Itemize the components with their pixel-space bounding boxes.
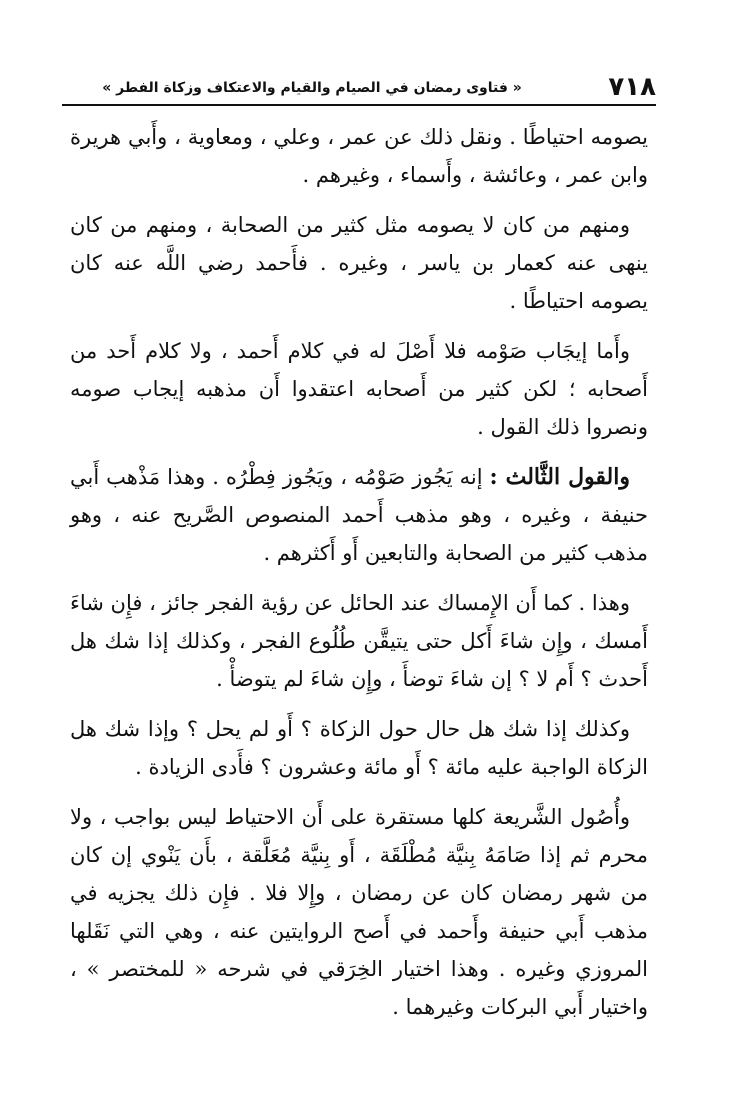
page-number: ٧١٨: [608, 72, 656, 102]
paragraph-text: إنه يَجُوز صَوْمُه ، ويَجُوز فِطْرُه . وهذا مَذْهب أَبي حنيفة ، وغيره ، وهو مذهب أَحمد المنصوص الصَّريح عنه ، وهو مذهب كثير من الصحابة والتابعين أَو أَكثرهم .: [70, 465, 648, 565]
header-divider: [62, 104, 656, 106]
paragraph: [70, 458, 648, 572]
paragraph: [70, 118, 648, 194]
running-title: « فتاوى رمضان في الصيام والقيام والاعتكاف وزكاة الفطر »: [102, 80, 522, 96]
body-text: [70, 118, 648, 1038]
paragraph: [70, 332, 648, 446]
paragraph-text: وكذلك إذا شك هل حال حول الزكاة ؟ أَو لم يحل ؟ وإذا شك هل الزكاة الواجبة عليه مائة ؟ أَو مائة وعشرون ؟ فأَدى الزيادة .: [70, 717, 648, 779]
paragraph-text: وهذا . كما أَن الإِمساك عند الحائل عن رؤية الفجر جائز ، فإِن شاءَ أَمسك ، وإِن شاءَ أَكل حتى يتيقَّن طُلُوع الفجر ، وكذلك إذا شك هل أَحدث ؟ أَم لا ؟ إن شاءَ توضأَ ، وإِن شاءَ لم يتوضأْ .: [70, 591, 648, 691]
page-header: [62, 72, 656, 106]
paragraph: [70, 710, 648, 786]
paragraph-text: وأَما إيجَاب صَوْمه فلا أَصْلَ له في كلام أَحمد ، ولا كلام أَحد من أَصحابه ؛ لكن كثير من أَصحابه اعتقدوا أَن مذهبه إيجاب صومه ونصروا ذلك القول .: [70, 339, 648, 439]
paragraph-text: ومنهم من كان لا يصومه مثل كثير من الصحابة ، ومنهم من كان ينهى عنه كعمار بن ياسر ، وغيره . فأَحمد رضي اللَّه عنه كان يصومه احتياطًا .: [70, 213, 648, 313]
paragraph-text: يصومه احتياطًا . ونقل ذلك عن عمر ، وعلي ، ومعاوية ، وأَبي هريرة وابن عمر ، وعائشة ، وأَسماء ، وغيرهم .: [70, 125, 648, 187]
paragraph: [70, 584, 648, 698]
paragraph-lead-heading: والقول الثَّالث :: [489, 464, 630, 490]
paragraph: [70, 798, 648, 1026]
paragraph-text: وأُصُول الشَّريعة كلها مستقرة على أَن الاحتياط ليس بواجب ، ولا محرم ثم إذا صَامَهُ بِنيَّة مُطْلَقَة ، أَو بِنيَّة مُعَلَّقة ، بأَن يَنْوي إن كان من شهر رمضان كان عن رمضان ، وإِلا فلا . فإِن ذلك يجزيه في مذهب أَبي حنيفة وأَحمد في أَصح الروايتين عنه ، وهي التي نَقَلها المروزي وغيره . وهذا اختيار الخِرَقي في شرحه « للمختصر » ، واختيار أَبي البركات وغيرهما .: [70, 805, 648, 1019]
paragraph: [70, 206, 648, 320]
